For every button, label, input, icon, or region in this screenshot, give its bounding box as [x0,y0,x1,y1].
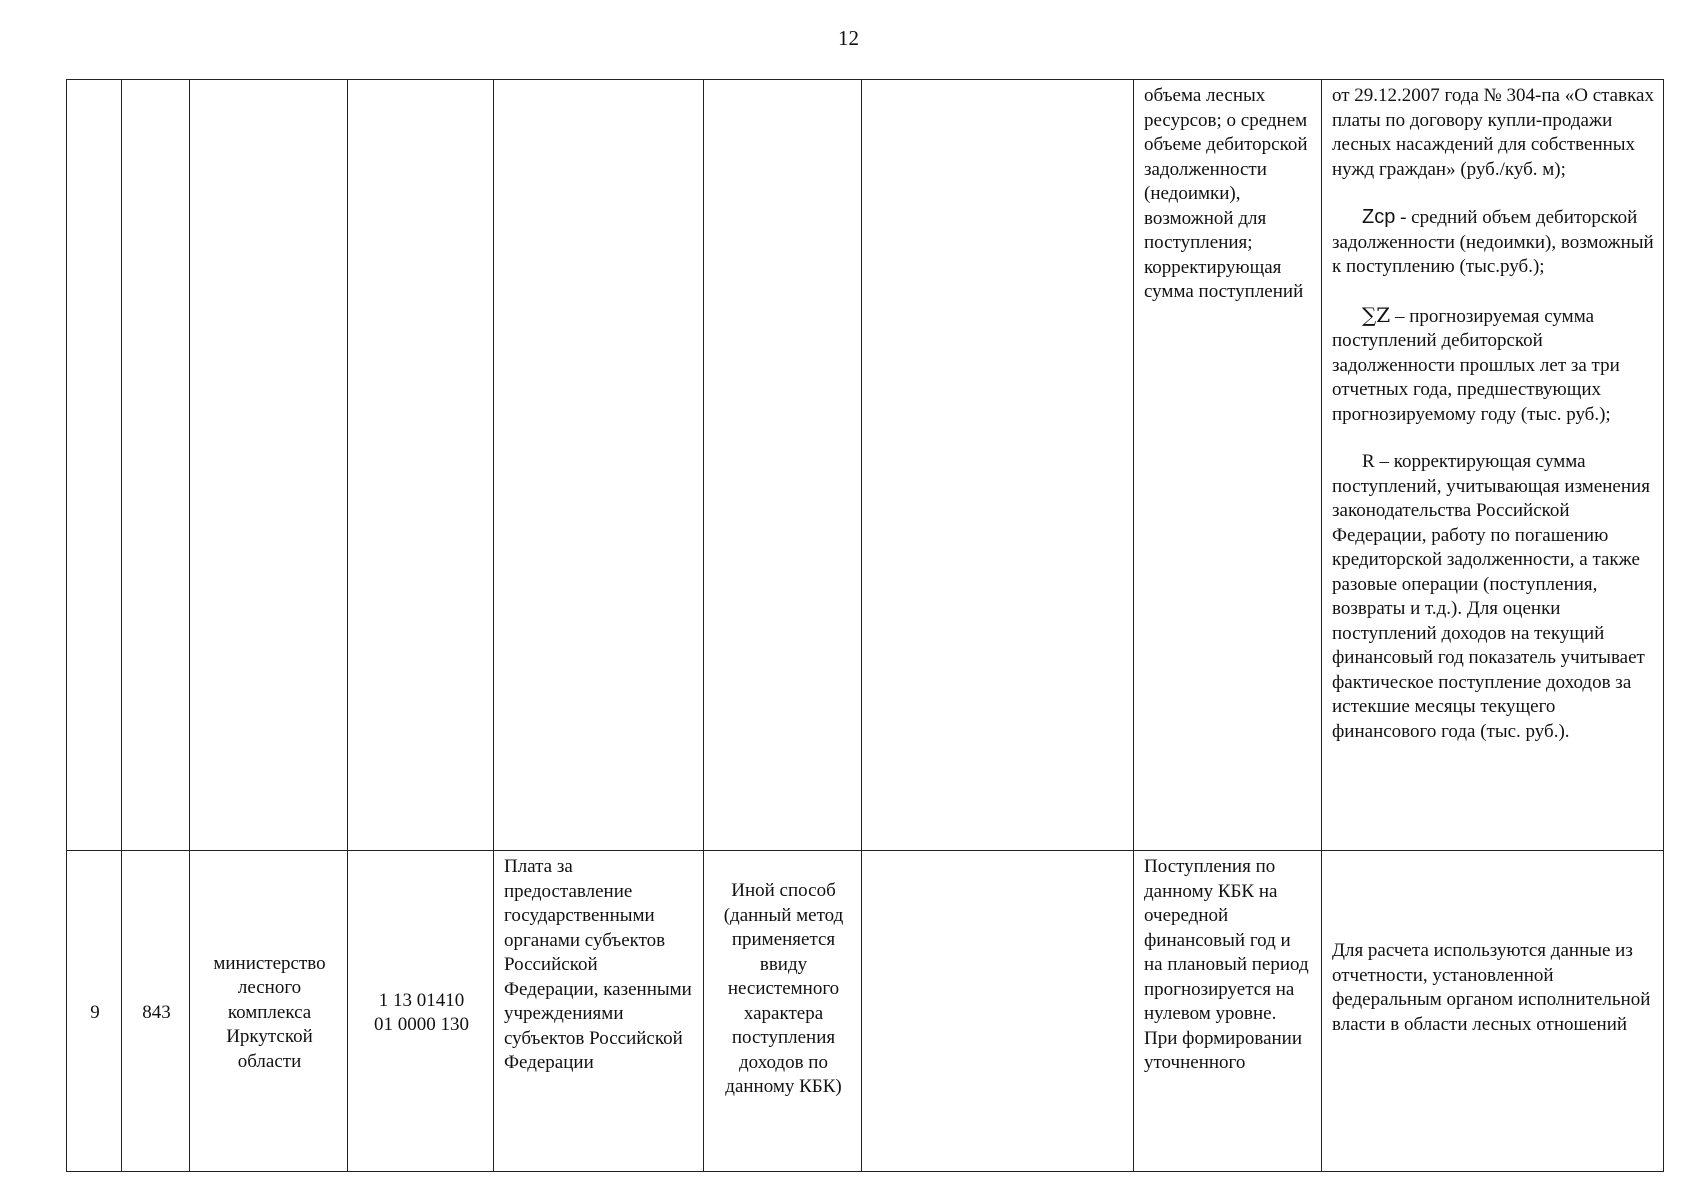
kbk-line-2: 01 0000 130 [374,1014,469,1035]
cell-administrator-empty [190,80,348,851]
cell-kbk [348,851,494,1172]
zcp-text: - средний объем дебиторской задолженности (недоимки), возможный к поступлению (тыс.руб.); [1332,207,1654,277]
cell-administrator: министерство лесного комплекса Иркутской области [190,851,348,1172]
r-text: – корректирующая сумма поступлений, учитывающая изменения законодательства Российской Федерации, работу по погашению кредиторской задолженности, а также разовые операции (поступления, возвраты и т.д.). Для оценки поступлений доходов на текущий финансовый год показатель учитывает фактическое поступление доходов за истекшие месяцы текущего финансового года (тыс. руб.). [1332,451,1650,742]
cell-data-source: Для расчета используются данные из отчетности, установленной федеральным органом исполнительной власти в области лесных отношений [1322,851,1664,1172]
page-number: 12 [838,26,859,50]
cell-formula-empty [862,80,1134,851]
methodology-table [66,79,1664,1172]
cell-number: 9 [67,851,122,1172]
cell-method-empty [704,80,862,851]
sum-z-symbol: ∑Z [1362,302,1391,327]
table-row-continued [67,80,1664,851]
table-row-9 [67,851,1664,1172]
cell-kbk-empty [348,80,494,851]
algorithm-text: объема лесных ресурсов; о среднем объеме дебиторской задолженности (недоимки), возможной для поступления; корректирующая сумма поступлений [1144,85,1308,302]
indicator-zcp [1332,205,1655,280]
indicator-sum-z [1332,303,1655,428]
cell-code: 843 [122,851,190,1172]
kbk-line-1: 1 13 01410 [378,989,465,1011]
cell-code-empty [122,80,190,851]
cell-indicators-continued [1322,80,1664,851]
r-symbol: R [1362,451,1375,472]
cell-method: Иной способ (данный метод применяется ввиду несистемного характера поступления доходов по данному КБК) [704,851,862,1172]
indicator-r [1332,450,1655,744]
zcp-symbol: Zср [1362,206,1396,228]
cell-income-name-empty [494,80,704,851]
cell-algorithm: Поступления по данному КБК на очередной финансовый год и на плановый период прогнозируется на нулевом уровне. При формировании уточненного [1134,851,1322,1172]
cell-number-empty [67,80,122,851]
cell-algorithm-continued [1134,80,1322,851]
cell-income-name: Плата за предоставление государственными органами субъектов Российской Федерации, казенными учреждениями субъектов Российской Федерации [494,851,704,1172]
cell-formula [862,851,1134,1172]
sum-z-text: – прогнозируемая сумма поступлений дебиторской задолженности прошлых лет за три отчетных года, предшествующих прогнозируемому году (тыс. руб.); [1332,305,1620,425]
indicators-para-1: от 29.12.2007 года № 304-па «О ставках платы по договору купли-продажи лесных насаждений для собственных нужд граждан» (руб./куб. м); [1332,85,1654,180]
